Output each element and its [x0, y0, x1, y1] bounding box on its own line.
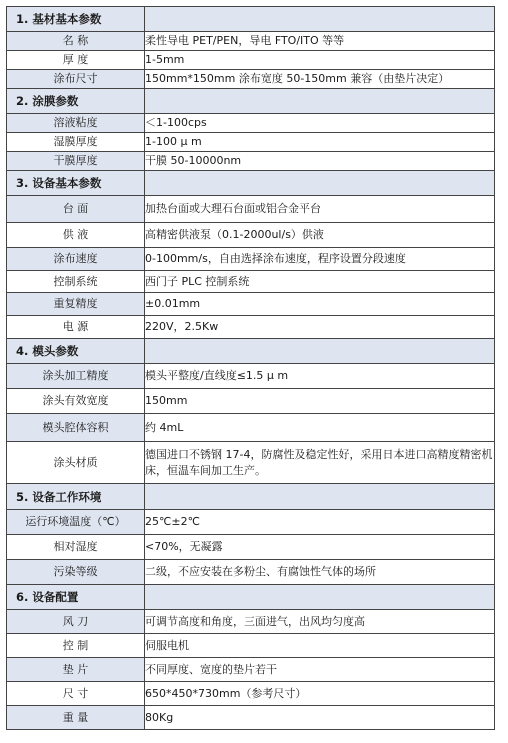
- section-title: 6. 设备配置: [7, 585, 145, 610]
- table-row: [7, 560, 495, 585]
- row-key: 名 称: [7, 32, 145, 51]
- section-title: 3. 设备基本参数: [7, 171, 145, 196]
- row-key: 涂头材质: [7, 442, 145, 484]
- row-key: 涂头加工精度: [7, 364, 145, 389]
- row-key: 运行环境温度（℃）: [7, 510, 145, 535]
- row-value: 德国进口不锈钢 17-4，防腐性及稳定性好，采用日本进口高精度精密机床，恒温车间加工生产。: [145, 442, 495, 484]
- section-header: [7, 585, 495, 610]
- row-key: 模头腔体容积: [7, 414, 145, 442]
- section-blank: [145, 89, 495, 114]
- row-value: ＜1-100cps: [145, 114, 495, 133]
- row-value: 模头平整度/直线度≤1.5 μ m: [145, 364, 495, 389]
- row-value: 柔性导电 PET/PEN，导电 FTO/ITO 等等: [145, 32, 495, 51]
- table-row: [7, 32, 495, 51]
- table-row: [7, 223, 495, 248]
- row-key: 台 面: [7, 196, 145, 223]
- table-row: [7, 442, 495, 484]
- row-value: 220V，2.5Kw: [145, 316, 495, 339]
- row-value: 可调节高度和角度，三面进气，出风均匀度高: [145, 610, 495, 634]
- row-value: 伺服电机: [145, 634, 495, 658]
- row-key: 供 液: [7, 223, 145, 248]
- section-header: [7, 171, 495, 196]
- row-key: 尺 寸: [7, 682, 145, 706]
- row-value: 0-100mm/s，自由选择涂布速度，程序设置分段速度: [145, 248, 495, 271]
- table-row: [7, 682, 495, 706]
- section-header: [7, 7, 495, 32]
- row-value: 1-100 μ m: [145, 133, 495, 152]
- table-row: [7, 658, 495, 682]
- section-title: 4. 模头参数: [7, 339, 145, 364]
- section-header: [7, 339, 495, 364]
- section-header: [7, 484, 495, 510]
- section-title: 5. 设备工作环境: [7, 484, 145, 510]
- row-value: 1-5mm: [145, 51, 495, 70]
- table-row: [7, 535, 495, 560]
- row-key: 相对湿度: [7, 535, 145, 560]
- table-row: [7, 196, 495, 223]
- table-row: [7, 51, 495, 70]
- table-row: [7, 133, 495, 152]
- row-key: 干膜厚度: [7, 152, 145, 171]
- row-key: 电 源: [7, 316, 145, 339]
- table-row: [7, 706, 495, 730]
- row-key: 控 制: [7, 634, 145, 658]
- row-key: 涂头有效宽度: [7, 389, 145, 414]
- section-title: 2. 涂膜参数: [7, 89, 145, 114]
- row-key: 厚 度: [7, 51, 145, 70]
- row-key: 涂布速度: [7, 248, 145, 271]
- row-value: 加热台面或大理石台面或铝合金平台: [145, 196, 495, 223]
- row-key: 风 刀: [7, 610, 145, 634]
- row-value: <70%，无凝露: [145, 535, 495, 560]
- row-value: ±0.01mm: [145, 293, 495, 316]
- row-key: 控制系统: [7, 271, 145, 293]
- row-value: 高精密供液泵（0.1-2000ul/s）供液: [145, 223, 495, 248]
- table-row: [7, 414, 495, 442]
- section-blank: [145, 339, 495, 364]
- spec-table: [6, 6, 495, 730]
- row-value: 二级，不应安装在多粉尘、有腐蚀性气体的场所: [145, 560, 495, 585]
- table-row: [7, 293, 495, 316]
- row-value: 150mm: [145, 389, 495, 414]
- table-row: [7, 634, 495, 658]
- section-header: [7, 89, 495, 114]
- table-row: [7, 271, 495, 293]
- row-value: 150mm*150mm 涂布宽度 50-150mm 兼容（由垫片决定）: [145, 70, 495, 89]
- table-row: [7, 316, 495, 339]
- section-blank: [145, 7, 495, 32]
- table-row: [7, 152, 495, 171]
- table-row: [7, 610, 495, 634]
- row-value: 干膜 50-10000nm: [145, 152, 495, 171]
- row-key: 垫 片: [7, 658, 145, 682]
- section-blank: [145, 585, 495, 610]
- section-blank: [145, 484, 495, 510]
- table-row: [7, 510, 495, 535]
- row-value: 约 4mL: [145, 414, 495, 442]
- row-key: 重复精度: [7, 293, 145, 316]
- row-key: 湿膜厚度: [7, 133, 145, 152]
- row-value: 不同厚度、宽度的垫片若干: [145, 658, 495, 682]
- row-key: 涂布尺寸: [7, 70, 145, 89]
- row-value: 80Kg: [145, 706, 495, 730]
- section-blank: [145, 171, 495, 196]
- table-row: [7, 248, 495, 271]
- table-row: [7, 389, 495, 414]
- row-value: 650*450*730mm（参考尺寸）: [145, 682, 495, 706]
- table-row: [7, 364, 495, 389]
- row-key: 污染等级: [7, 560, 145, 585]
- row-key: 溶液粘度: [7, 114, 145, 133]
- section-title: 1. 基材基本参数: [7, 7, 145, 32]
- row-key: 重 量: [7, 706, 145, 730]
- table-row: [7, 70, 495, 89]
- table-row: [7, 114, 495, 133]
- row-value: 25℃±2℃: [145, 510, 495, 535]
- row-value: 西门子 PLC 控制系统: [145, 271, 495, 293]
